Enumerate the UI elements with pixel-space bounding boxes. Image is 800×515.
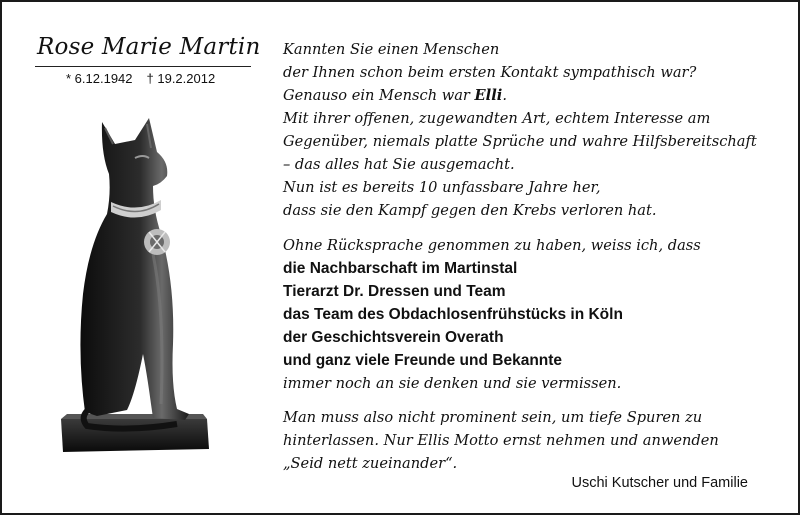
text-line: Nun ist es bereits 10 unfassbare Jahre her, [283,179,601,196]
text-line [283,84,793,107]
text-line: Gegenüber, niemals platte Sprüche und wahre Hilfsbereitschaft [283,133,757,150]
motto-line: „Seid nett zueinander“. [283,455,458,472]
group-line: der Geschichtsverein Overath [283,329,504,346]
poem-paragraph-2 [283,234,793,395]
poem-paragraph-3 [283,406,793,475]
group-line: die Nachbarschaft im Martinstal [283,260,518,277]
life-dates [66,71,266,86]
nickname-highlight: Elli [474,87,503,104]
text-line: Mit ihrer offenen, zugewandten Art, echtem Interesse am [283,110,711,127]
text-fragment: Genauso ein Mensch war [283,87,475,104]
text-line: immer noch an sie denken und sie vermissen. [283,375,622,392]
text-fragment: . [502,87,507,104]
text-line: dass sie den Kampf gegen den Krebs verloren hat. [283,202,657,219]
group-line: und ganz viele Freunde und Bekannte [283,352,563,369]
text-line: Kannten Sie einen Menschen [283,41,500,58]
text-line: – das alles hat Sie ausgemacht. [283,156,515,173]
text-line: hinterlassen. Nur Ellis Motto ernst nehmen und anwenden [283,432,719,449]
text-line: der Ihnen schon beim ersten Kontakt sympathisch war? [283,64,697,81]
group-line: Tierarzt Dr. Dressen und Team [283,283,506,300]
signature: Uschi Kutscher und Familie [571,475,748,491]
cat-statue-image [57,114,217,464]
egyptian-cat-icon [57,114,217,464]
name-underline [35,66,251,67]
death-date: † 19.2.2012 [146,71,216,86]
deceased-name: Rose Marie Martin [37,34,261,60]
birth-date: * 6.12.1942 [66,71,133,86]
text-line: Man muss also nicht prominent sein, um tiefe Spuren zu [283,409,703,426]
text-line: Ohne Rücksprache genommen zu haben, weiss ich, dass [283,237,701,254]
group-line: das Team des Obdachlosenfrühstücks in Köln [283,306,623,323]
poem-paragraph-1 [283,38,793,222]
